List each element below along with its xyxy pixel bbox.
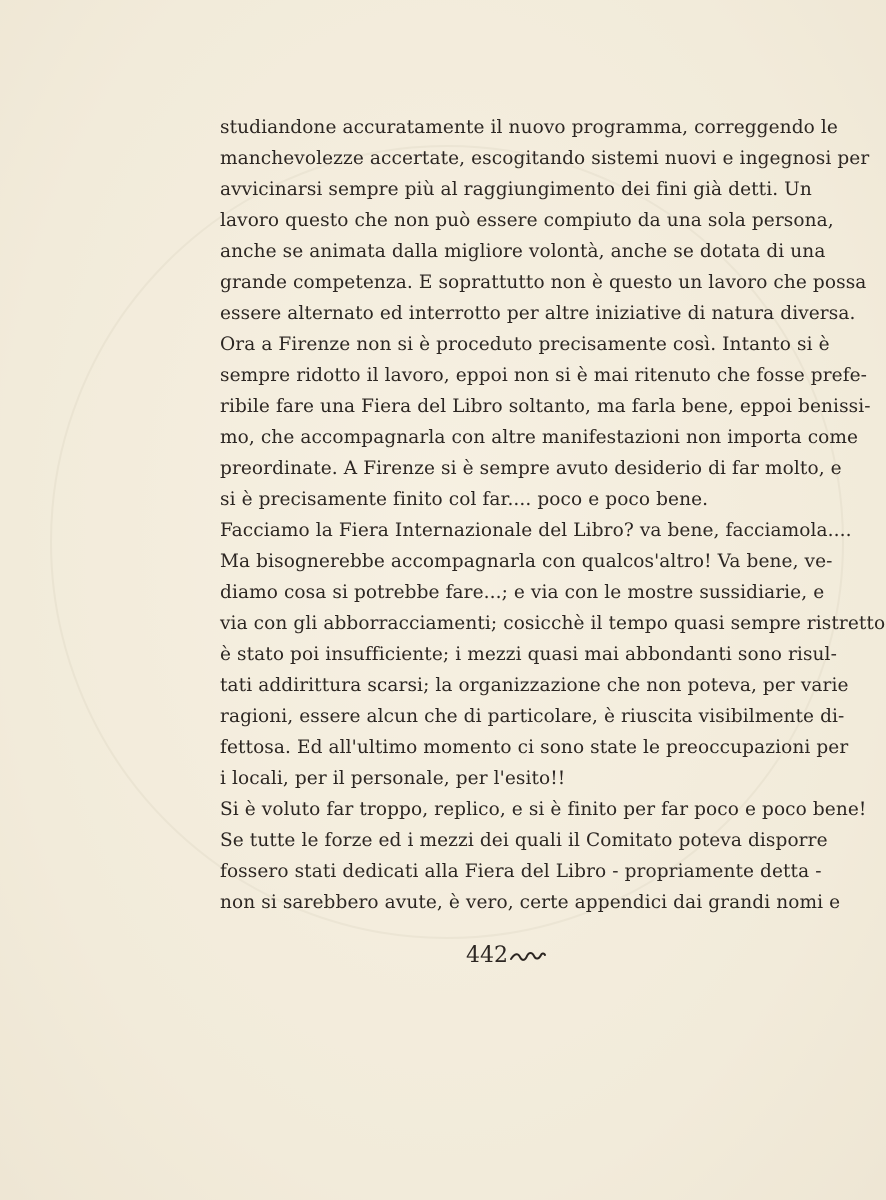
flourish-icon — [510, 946, 546, 966]
text-line: ribile fare una Fiera del Libro soltanto, ma farla bene, eppoi benissi- — [220, 396, 871, 417]
text-line: diamo cosa si potrebbe fare...; e via con le mostre sussidiarie, e — [220, 582, 825, 603]
text-line: preordinate. A Firenze si è sempre avuto desiderio di far molto, e — [220, 458, 842, 479]
text-line: tati addirittura scarsi; la organizzazione che non poteva, per varie — [220, 675, 849, 696]
text-line: essere alternato ed interrotto per altre iniziative di natura diversa. — [220, 303, 856, 324]
text-line: fossero stati dedicati alla Fiera del Libro - propriamente detta - — [220, 861, 822, 882]
text-line: studiandone accuratamente il nuovo programma, correggendo le — [220, 117, 838, 138]
text-line: non si sarebbero avute, è vero, certe appendici dai grandi nomi e — [220, 892, 841, 913]
text-line: via con gli abborracciamenti; cosicchè il tempo quasi sempre ristretto — [220, 613, 886, 634]
text-line: i locali, per il personale, per l'esito!! — [220, 768, 566, 789]
text-line: mo, che accompagnarla con altre manifestazioni non importa come — [220, 427, 859, 448]
text-line: sempre ridotto il lavoro, eppoi non si è mai ritenuto che fosse prefe- — [220, 365, 868, 386]
text-line: fettosa. Ed all'ultimo momento ci sono state le preoccupazioni per — [220, 737, 849, 758]
text-line: si è precisamente finito col far.... poco e poco bene. — [220, 489, 709, 510]
page-number-text: 442 — [466, 943, 508, 968]
text-line: Si è voluto far troppo, replico, e si è finito per far poco e poco bene! — [220, 799, 867, 820]
text-line: avvicinarsi sempre più al raggiungimento dei fini già detti. Un — [220, 179, 812, 200]
text-line: anche se animata dalla migliore volontà, anche se dotata di una — [220, 241, 826, 262]
text-line: è stato poi insufficiente; i mezzi quasi mai abbondanti sono risul- — [220, 644, 837, 665]
text-line: Ora a Firenze non si è proceduto precisamente così. Intanto si è — [220, 334, 830, 355]
text-line: Se tutte le forze ed i mezzi dei quali il Comitato poteva disporre — [220, 830, 828, 851]
text-line: Facciamo la Fiera Internazionale del Libro? va bene, facciamola.... — [220, 520, 852, 541]
text-line: manchevolezze accertate, escogitando sistemi nuovi e ingegnosi per — [220, 148, 870, 169]
text-line: grande competenza. E soprattutto non è questo un lavoro che possa — [220, 272, 867, 293]
text-line: Ma bisognerebbe accompagnarla con qualcos'altro! Va bene, ve- — [220, 551, 833, 572]
page-number — [466, 938, 546, 974]
text-line: ragioni, essere alcun che di particolare, è riuscita visibilmente di- — [220, 706, 845, 727]
text-line: lavoro questo che non può essere compiuto da una sola persona, — [220, 210, 834, 231]
